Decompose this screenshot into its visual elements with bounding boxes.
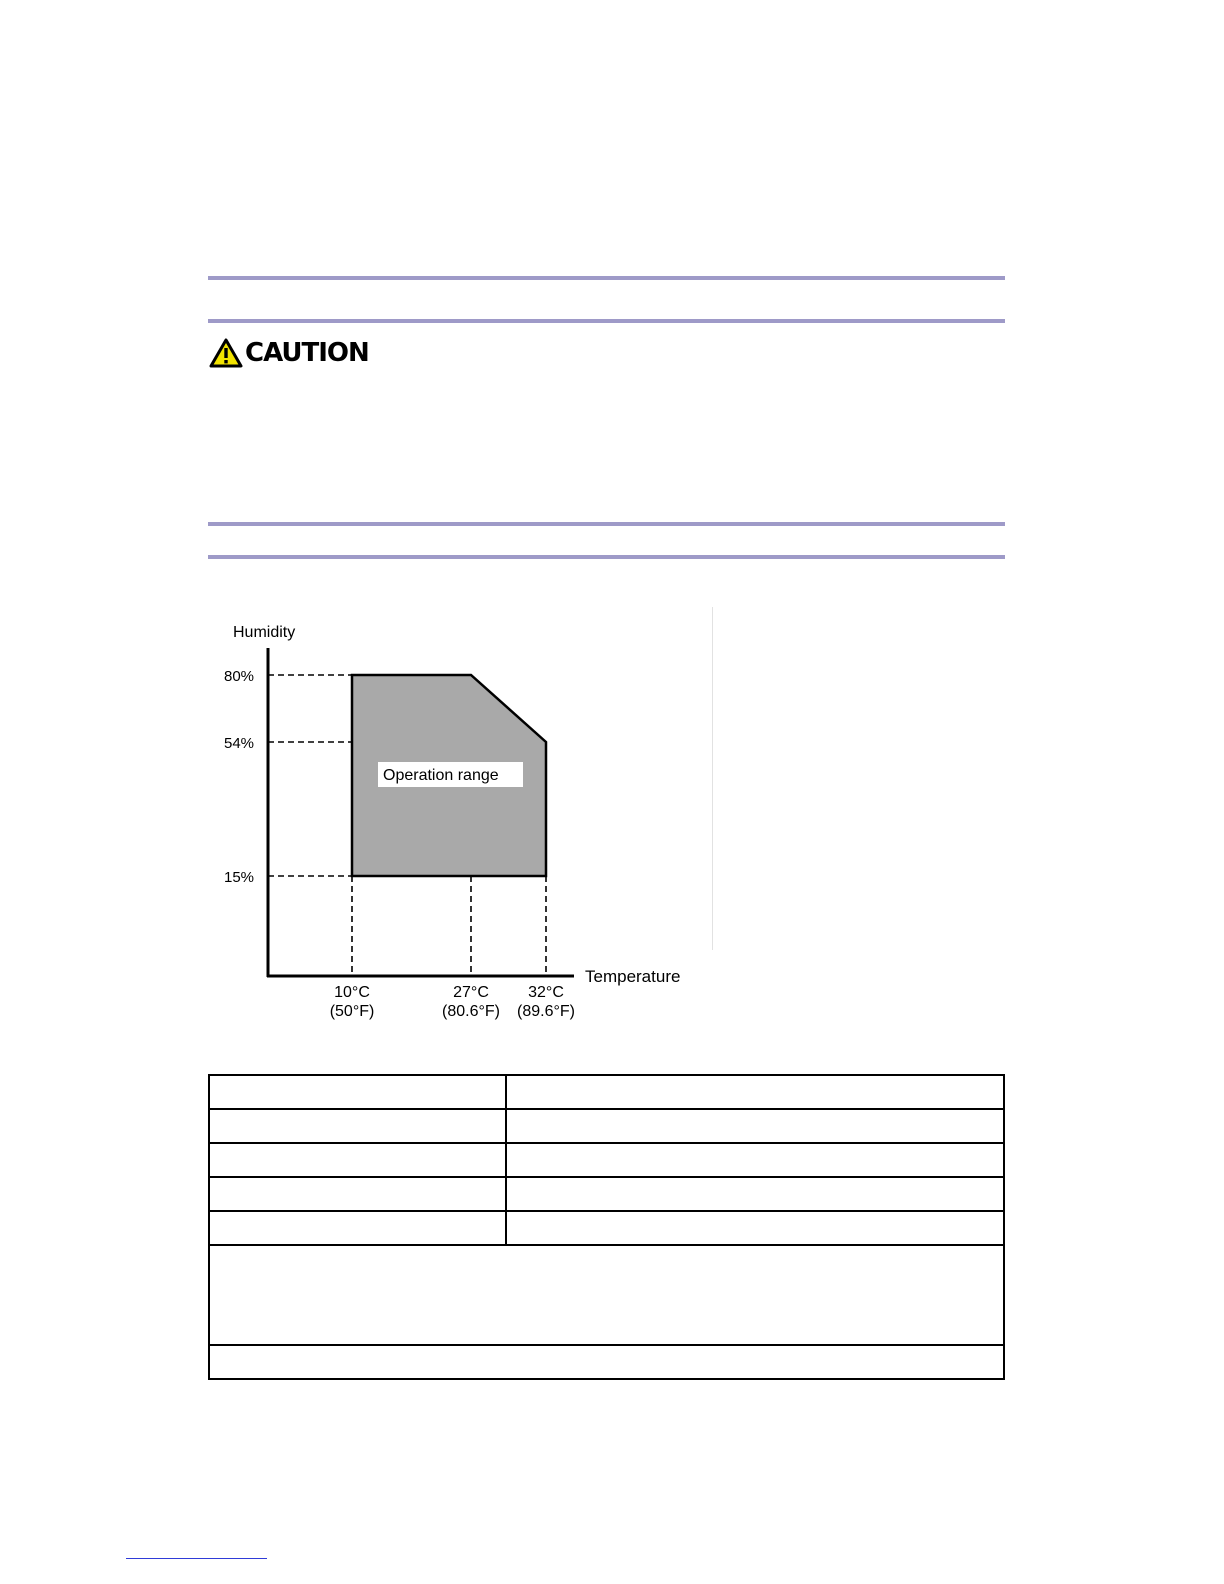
section-rule-top-2 xyxy=(208,522,1005,526)
table-cell xyxy=(506,1211,1004,1245)
table-cell xyxy=(209,1211,506,1245)
spec-table xyxy=(208,1074,1005,1380)
x-tick-label-fahrenheit: (50°F) xyxy=(329,1003,375,1020)
region-label: Operation range xyxy=(383,767,499,784)
table-row xyxy=(209,1075,1004,1109)
x-axis-label: Temperature xyxy=(585,967,681,986)
table-cell xyxy=(506,1075,1004,1109)
table-cell xyxy=(506,1143,1004,1177)
section-rule-bottom-2 xyxy=(208,555,1005,559)
y-tick-label: 15% xyxy=(224,869,255,886)
section-rule-bottom xyxy=(208,319,1005,323)
table-cell xyxy=(209,1245,1004,1345)
table-row xyxy=(209,1143,1004,1177)
section-rule-top xyxy=(208,276,1005,280)
table-cell xyxy=(209,1075,506,1109)
x-tick-label-fahrenheit: (89.6°F) xyxy=(517,1003,575,1020)
y-axis-label: Humidity xyxy=(233,624,296,641)
table-cell xyxy=(209,1177,506,1211)
table-cell xyxy=(209,1345,1004,1379)
table-row xyxy=(209,1211,1004,1245)
warning-triangle-icon xyxy=(209,338,243,368)
footer-link-underline[interactable] xyxy=(126,1558,267,1559)
y-tick-label: 54% xyxy=(224,735,255,752)
caution-text: CAUTION xyxy=(245,338,369,368)
x-tick-label-fahrenheit: (80.6°F) xyxy=(442,1003,500,1020)
x-tick-label-celsius: 32°C xyxy=(528,984,564,1001)
table-row xyxy=(209,1345,1004,1379)
table-row xyxy=(209,1245,1004,1345)
table-cell xyxy=(506,1109,1004,1143)
table-row xyxy=(209,1109,1004,1143)
operating-environment-chart xyxy=(205,600,705,1030)
x-tick-label-celsius: 27°C xyxy=(453,984,489,1001)
x-tick-label-celsius: 10°C xyxy=(334,984,370,1001)
table-cell xyxy=(209,1109,506,1143)
y-tick-label: 80% xyxy=(224,668,255,685)
figure-border-line xyxy=(712,607,713,950)
table-cell xyxy=(506,1177,1004,1211)
table-cell xyxy=(209,1143,506,1177)
table-row xyxy=(209,1177,1004,1211)
caution-label xyxy=(209,337,369,369)
